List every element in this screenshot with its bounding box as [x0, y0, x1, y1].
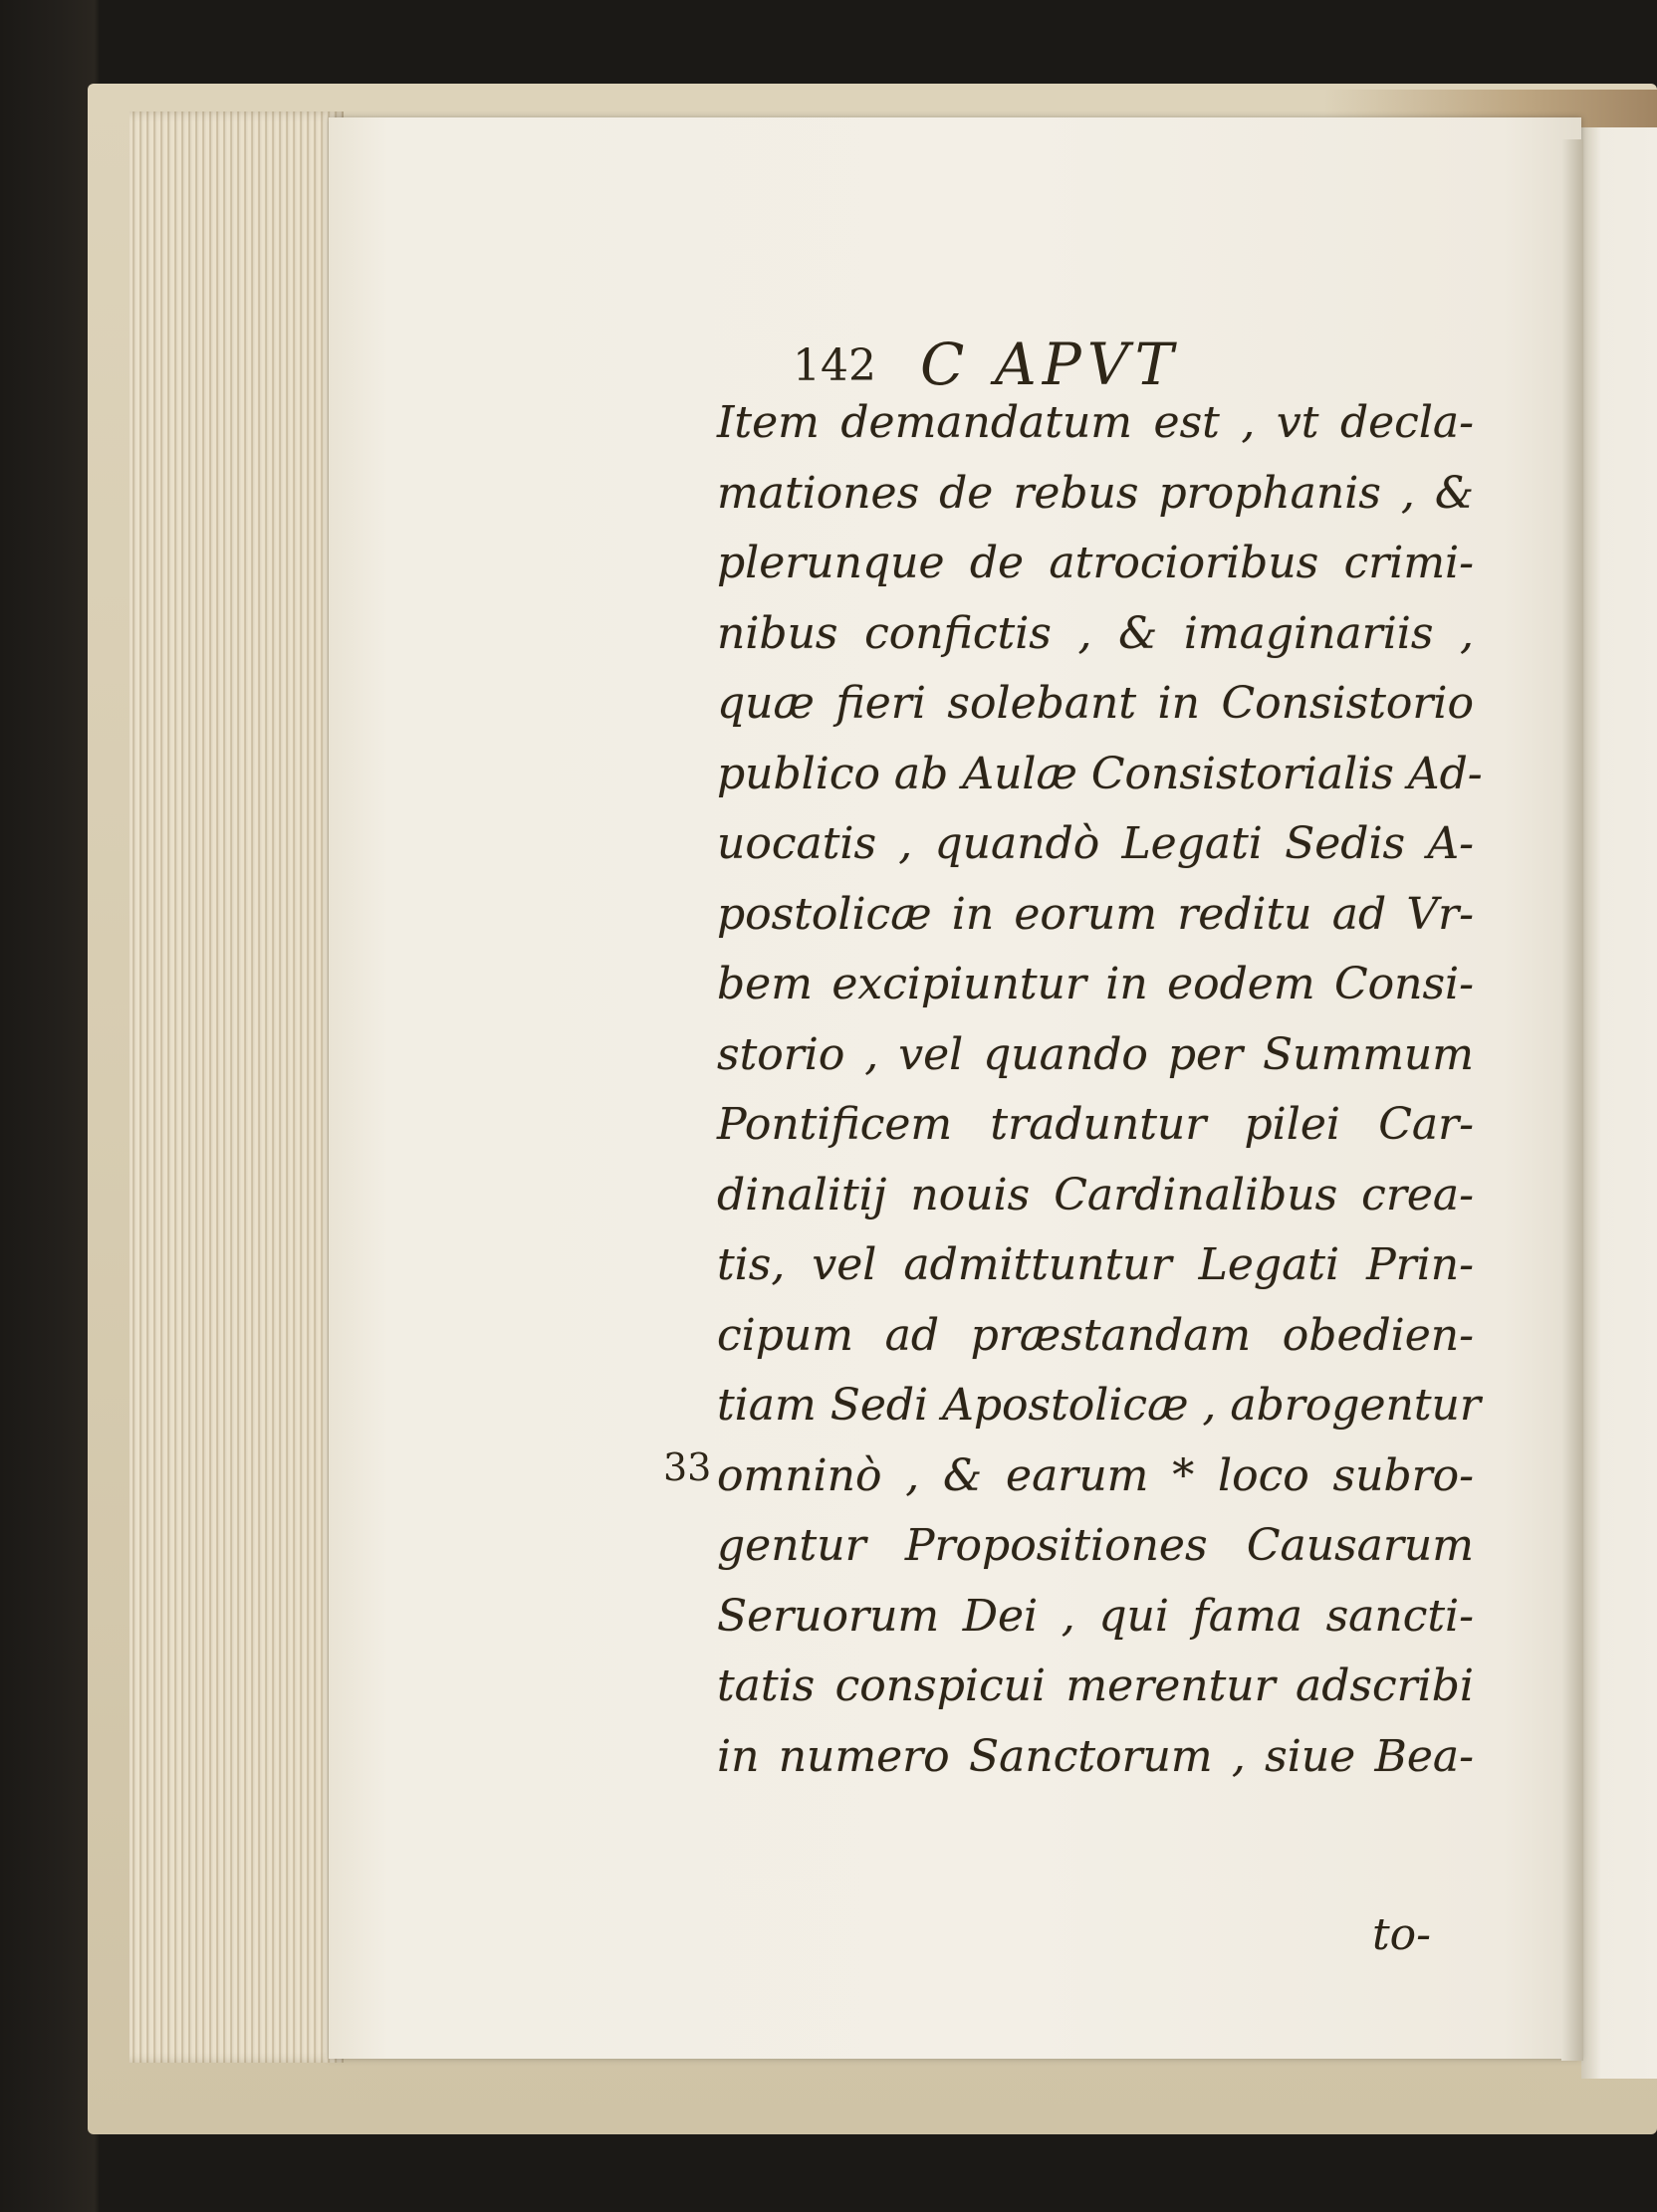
catchword: to-: [1372, 1909, 1432, 1960]
text-line: publico ab Aulæ Consistorialis Ad-: [717, 748, 1483, 799]
text-line: tatis conspicui merentur adscribi: [717, 1660, 1474, 1711]
body-text: [717, 388, 1483, 1792]
text-line: omninò , & earum * loco subro-: [717, 1449, 1474, 1501]
text-line: plerunque de atrocioribus crimi-: [717, 538, 1474, 588]
text-line: postolicæ in eorum reditu ad Vr-: [717, 888, 1474, 940]
text-line: uocatis , quandò Legati Sedis A-: [717, 818, 1474, 869]
text-line: tis, vel admittuntur Legati Prin-: [717, 1239, 1474, 1290]
marginal-note: 33: [663, 1445, 712, 1489]
text-line: tiam Sedi Apostolicæ , abrogentur: [717, 1380, 1481, 1431]
page-edges: [129, 111, 344, 2063]
text-line: Item demandatum est , vt decla-: [717, 397, 1474, 448]
text-line: quæ fieri solebant in Consistorio: [717, 678, 1474, 729]
page-number: 142: [793, 340, 876, 391]
gutter-shadow: [1561, 139, 1583, 2061]
facing-page: [1581, 127, 1657, 2079]
running-head: C APVT: [920, 331, 1180, 398]
text-line: Seruorum Dei , qui fama sancti-: [717, 1590, 1474, 1642]
text-line: nibus confictis , & imaginariis ,: [717, 607, 1474, 659]
text-line: cipum ad præstandam obedien-: [717, 1309, 1474, 1361]
text-line: gentur Propositiones Causarum: [717, 1520, 1474, 1571]
text-line: bem excipiuntur in eodem Consi-: [717, 959, 1474, 1009]
text-line: mationes de rebus prophanis , &: [717, 467, 1474, 519]
text-line: storio , vel quando per Summum: [717, 1028, 1474, 1080]
text-line: dinalitij nouis Cardinalibus crea-: [717, 1169, 1474, 1220]
text-line: Pontificem traduntur pilei Car-: [717, 1099, 1474, 1150]
text-line: in numero Sanctorum , siue Bea-: [717, 1730, 1474, 1782]
